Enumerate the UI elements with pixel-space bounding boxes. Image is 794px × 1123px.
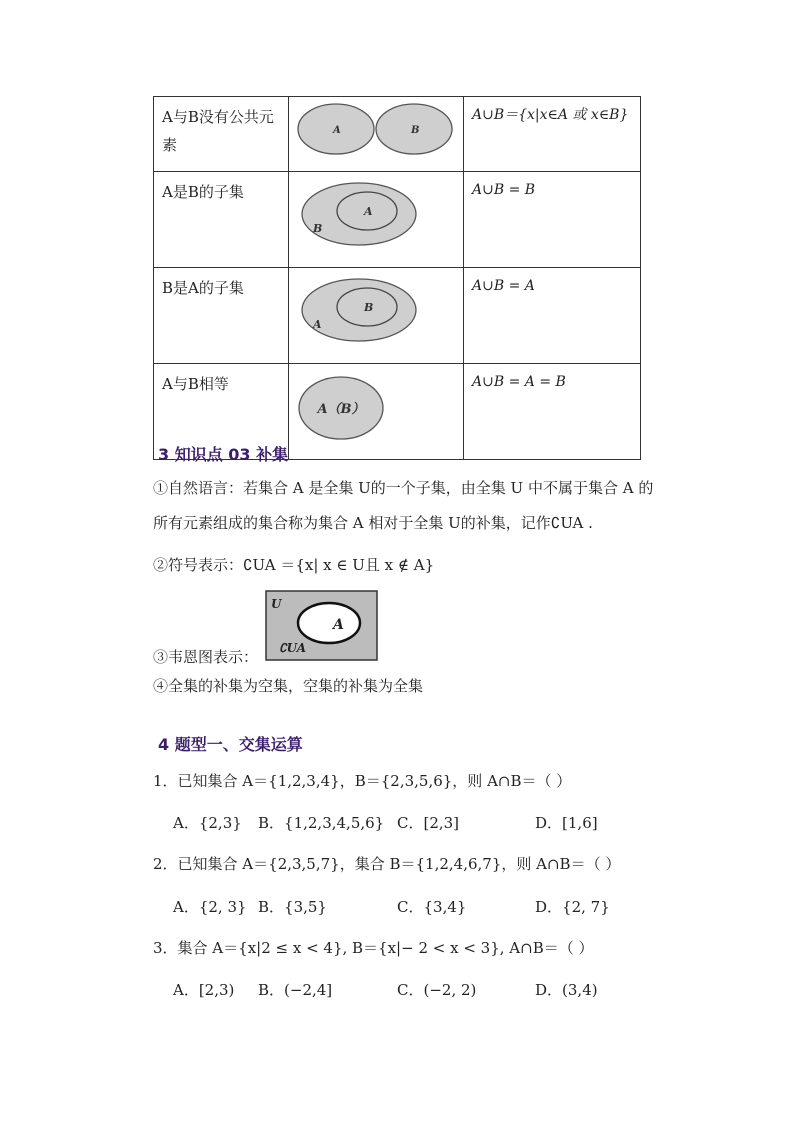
option: A．[2,3)	[173, 981, 235, 999]
formula-cell: A∪B = A = B	[464, 364, 641, 460]
venn-label: A	[333, 125, 341, 136]
venn-label: A（B）	[317, 402, 365, 417]
venn-label: B	[364, 301, 374, 314]
option: D．{2, 7}	[535, 898, 610, 916]
question-stem: 3．集合 A＝{x|2 ≤ x < 4}, B＝{x|− 2 < x < 3}, A∩B＝（ ）	[153, 939, 594, 957]
option: D．[1,6]	[535, 814, 598, 832]
venn-label: A	[313, 318, 322, 331]
paragraph-line: ③韦恩图表示：	[153, 648, 259, 666]
paragraph-line: ④全集的补集为空集，空集的补集为全集	[153, 677, 424, 695]
condition-cell: A与B相等	[154, 364, 289, 460]
table-row	[154, 172, 641, 268]
question-stem: 1．已知集合 A＝{1,2,3,4}，B＝{2,3,5,6}，则 A∩B＝（ ）	[153, 772, 572, 790]
option: A．{2, 3}	[173, 898, 247, 916]
union-table	[153, 96, 641, 460]
formula-cell: A∪B = A	[464, 268, 641, 364]
table-row	[154, 268, 641, 364]
diagram-cell	[289, 268, 464, 364]
condition-cell: A是B的子集	[154, 172, 289, 268]
option: B．{1,2,3,4,5,6}	[258, 814, 385, 832]
paragraph-line: ①自然语言：若集合 A 是全集 U的一个子集，由全集 U 中不属于集合 A 的	[153, 479, 654, 497]
diagram-cell	[289, 97, 464, 172]
option: D．(3,4)	[535, 981, 598, 999]
venn-label: B	[411, 125, 420, 136]
section-heading: 3 知识点 03 补集	[158, 445, 289, 464]
paragraph-line: 所有元素组成的集合称为集合 A 相对于全集 U的补集，记作∁UA .	[153, 514, 593, 532]
option: A．{2,3}	[173, 814, 242, 832]
option: B．(−2,4]	[258, 981, 333, 999]
complement-label: ∁UA	[279, 641, 307, 655]
universe-label: U	[271, 597, 282, 611]
option: C．(−2, 2)	[397, 981, 477, 999]
venn-subset-diagram	[289, 268, 463, 351]
option: C．[2,3]	[397, 814, 460, 832]
table-row	[154, 97, 641, 172]
formula-cell: A∪B = B	[464, 172, 641, 268]
option: C．{3,4}	[397, 898, 467, 916]
diagram-cell	[289, 172, 464, 268]
venn-label: B	[313, 222, 323, 235]
section-heading: 4 题型一、交集运算	[158, 735, 303, 754]
set-label: A	[333, 617, 344, 633]
venn-subset-diagram	[289, 172, 463, 255]
diagram-cell	[289, 364, 464, 460]
question-stem: 2．已知集合 A＝{2,3,5,7}，集合 B＝{1,2,4,6,7}，则 A∩B＝（ ）	[153, 855, 621, 873]
condition-cell: B是A的子集	[154, 268, 289, 364]
formula-cell: A∪B＝{x|x∈A 或 x∈B}	[464, 97, 641, 172]
paragraph-line: ②符号表示：∁UA ＝{x| x ∈ U且 x ∉ A}	[153, 556, 435, 574]
venn-equal-diagram	[289, 364, 463, 447]
venn-label: A	[364, 205, 373, 218]
condition-cell: A与B没有公共元素	[154, 97, 289, 172]
venn-disjoint-diagram	[289, 97, 463, 159]
option: B．{3,5}	[258, 898, 327, 916]
